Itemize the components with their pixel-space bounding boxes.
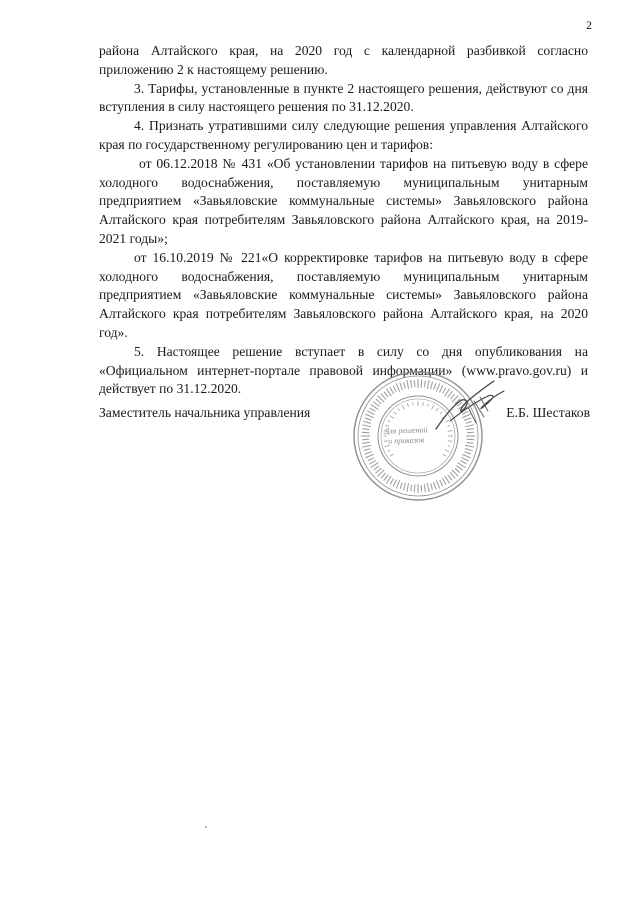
repealed-act-2: от 16.10.2019 № 221«О корректировке тарифов на питьевую воду в сфере холодного водоснабжения, поставляемую муниципальным унитарным предприятием «Завьяловские коммунальные системы» Завьяловского района Алтайского края потребителям Завьяловского района Алтайского края, на 2020 год». (99, 249, 588, 340)
page-number: 2 (586, 18, 592, 32)
signatory-name: Е.Б. Шестаков (506, 405, 590, 420)
stamp-inner-text-line1: Для решений (383, 425, 428, 436)
paragraph-item-5: 5. Настоящее решение вступает в силу со дня опубликования на «Официальном интернет-портале правовой информации» (www.pravo.gov.ru) и действует по 31.12.2020. (99, 343, 588, 397)
paragraph-item-3: 3. Тарифы, установленные в пункте 2 настоящего решения, действуют со дня вступления в силу настоящего решения по 31.12.2020. (99, 80, 588, 115)
paragraph-item-4: 4. Признать утратившими силу следующие решения управления Алтайского края по государственному регулированию цен и тарифов: (99, 118, 588, 152)
handwritten-signature (430, 377, 510, 437)
document-body (99, 42, 588, 399)
scan-speck (205, 826, 207, 828)
paragraph-continuation: района Алтайского края, на 2020 год с календарной разбивкой согласно приложению 2 к настоящему решению. (99, 43, 588, 77)
stamp-inner-text (376, 425, 437, 447)
stamp-inner-text-line2: и приказов (387, 435, 425, 446)
repealed-act-1: от 06.12.2018 № 431 «Об установлении тарифов на питьевую воду в сфере холодного водоснабжения, поставляемую муниципальным унитарным предприятием «Завьяловские коммунальные системы» Завьяловского района Алтайского края потребителям Завьяловского района Алтайского края, на 2019-2021 годы»; (99, 155, 588, 246)
signatory-title: Заместитель начальника управления (99, 405, 311, 420)
